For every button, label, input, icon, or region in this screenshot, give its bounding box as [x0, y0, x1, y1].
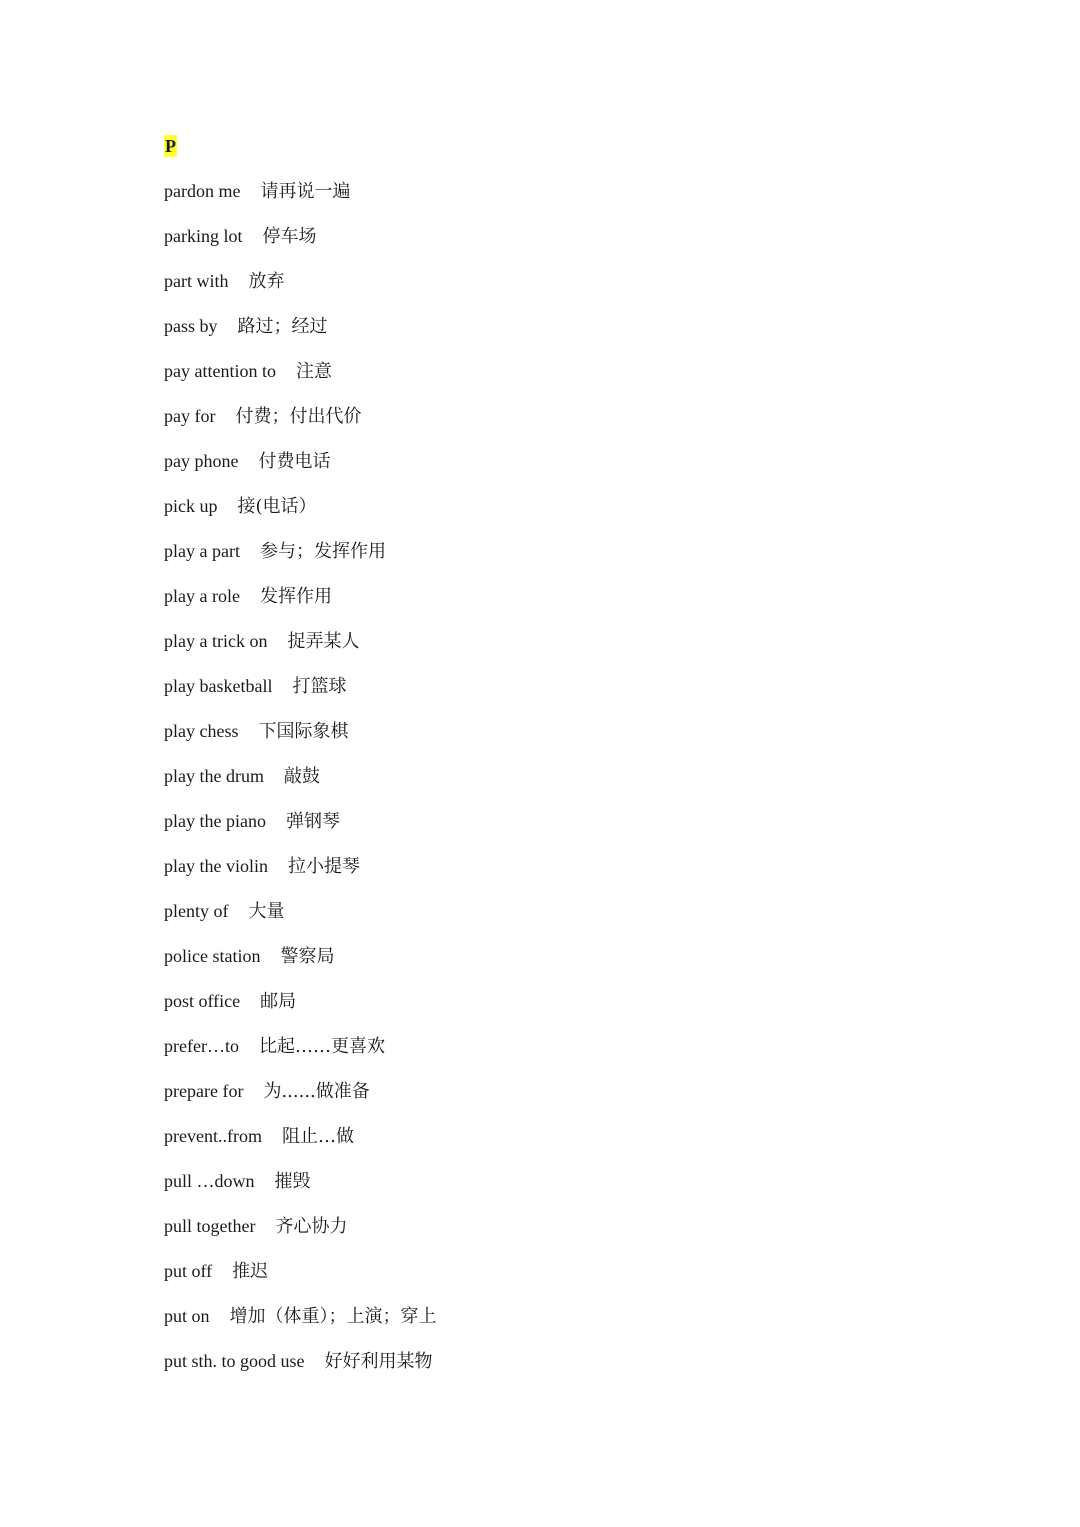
- phrase-chinese: 付费电话: [258, 451, 331, 472]
- phrase-entry: [164, 1210, 437, 1255]
- phrase-entry: [164, 1345, 437, 1390]
- phrase-chinese: 捉弄某人: [287, 631, 360, 652]
- phrase-list: [164, 175, 437, 1390]
- phrase-entry: [164, 1255, 437, 1300]
- phrase-entry: [164, 400, 437, 445]
- phrase-english: play the violin: [164, 856, 268, 876]
- phrase-entry: [164, 535, 437, 580]
- phrase-english: police station: [164, 946, 261, 966]
- phrase-chinese: 摧毁: [274, 1171, 311, 1192]
- phrase-entry: [164, 265, 437, 310]
- phrase-entry: [164, 625, 437, 670]
- phrase-english: play a part: [164, 541, 240, 561]
- phrase-english: play basketball: [164, 676, 273, 696]
- phrase-chinese: 停车场: [262, 226, 317, 247]
- phrase-chinese: 放弃: [248, 271, 285, 292]
- phrase-english: pay attention to: [164, 361, 276, 381]
- phrase-chinese: 敲鼓: [283, 766, 320, 787]
- phrase-chinese: 推迟: [232, 1261, 269, 1282]
- phrase-english: pardon me: [164, 181, 241, 201]
- phrase-chinese: 增加（体重）；上演；穿上: [229, 1306, 437, 1327]
- phrase-english: post office: [164, 991, 241, 1011]
- phrase-entry: [164, 1165, 437, 1210]
- phrase-chinese: 警察局: [280, 946, 335, 967]
- phrase-english: pick up: [164, 496, 218, 516]
- phrase-english: parking lot: [164, 226, 243, 246]
- phrase-english: prevent..from: [164, 1126, 262, 1146]
- phrase-chinese: 为......做准备: [263, 1081, 370, 1102]
- phrase-english: play a role: [164, 586, 240, 606]
- phrase-english: put on: [164, 1306, 210, 1326]
- phrase-chinese: 比起……更喜欢: [258, 1036, 385, 1057]
- phrase-english: pull …down: [164, 1171, 255, 1191]
- phrase-english: part with: [164, 271, 229, 291]
- phrase-chinese: 打篮球: [292, 676, 347, 697]
- phrase-chinese: 大量: [248, 901, 285, 922]
- phrase-chinese: 好好利用某物: [324, 1351, 433, 1372]
- phrase-entry: [164, 805, 437, 850]
- phrase-english: pay phone: [164, 451, 239, 471]
- document-page: [164, 130, 964, 1372]
- phrase-chinese: 阻止…做: [281, 1126, 354, 1147]
- phrase-chinese: 发挥作用: [259, 586, 332, 607]
- phrase-chinese: 接(电话）: [237, 496, 317, 517]
- phrase-entry: [164, 175, 437, 220]
- phrase-chinese: 参与；发挥作用: [259, 541, 386, 562]
- phrase-entry: [164, 355, 437, 400]
- phrase-chinese: 弹钢琴: [285, 811, 340, 832]
- phrase-entry: [164, 760, 437, 805]
- phrase-chinese: 请再说一遍: [260, 181, 351, 202]
- section-heading-letter: P: [165, 136, 176, 156]
- phrase-chinese: 拉小提琴: [287, 856, 360, 877]
- phrase-entry: [164, 895, 437, 940]
- phrase-english: play a trick on: [164, 631, 268, 651]
- phrase-entry: [164, 1030, 437, 1075]
- phrase-english: prefer…to: [164, 1036, 239, 1056]
- phrase-english: pull together: [164, 1216, 256, 1236]
- phrase-english: put off: [164, 1261, 213, 1281]
- phrase-entry: [164, 985, 437, 1030]
- phrase-chinese: 下国际象棋: [258, 721, 349, 742]
- phrase-entry: [164, 490, 437, 535]
- phrase-chinese: 齐心协力: [275, 1216, 348, 1237]
- phrase-chinese: 注意: [295, 361, 332, 382]
- phrase-entry: [164, 670, 437, 715]
- phrase-chinese: 付费；付出代价: [235, 406, 362, 427]
- phrase-entry: [164, 1300, 437, 1345]
- phrase-english: put sth. to good use: [164, 1351, 305, 1371]
- phrase-entry: [164, 580, 437, 625]
- phrase-entry: [164, 1120, 437, 1165]
- phrase-entry: [164, 310, 437, 355]
- phrase-entry: [164, 940, 437, 985]
- phrase-english: play the drum: [164, 766, 264, 786]
- phrase-chinese: 邮局: [260, 991, 297, 1012]
- phrase-chinese: 路过；经过: [237, 316, 328, 337]
- phrase-english: plenty of: [164, 901, 229, 921]
- phrase-english: pay for: [164, 406, 216, 426]
- phrase-entry: [164, 1075, 437, 1120]
- phrase-english: play chess: [164, 721, 239, 741]
- phrase-english: prepare for: [164, 1081, 244, 1101]
- phrase-entry: [164, 445, 437, 490]
- phrase-entry: [164, 715, 437, 760]
- phrase-entry: [164, 220, 437, 265]
- phrase-entry: [164, 850, 437, 895]
- phrase-english: play the piano: [164, 811, 266, 831]
- phrase-english: pass by: [164, 316, 218, 336]
